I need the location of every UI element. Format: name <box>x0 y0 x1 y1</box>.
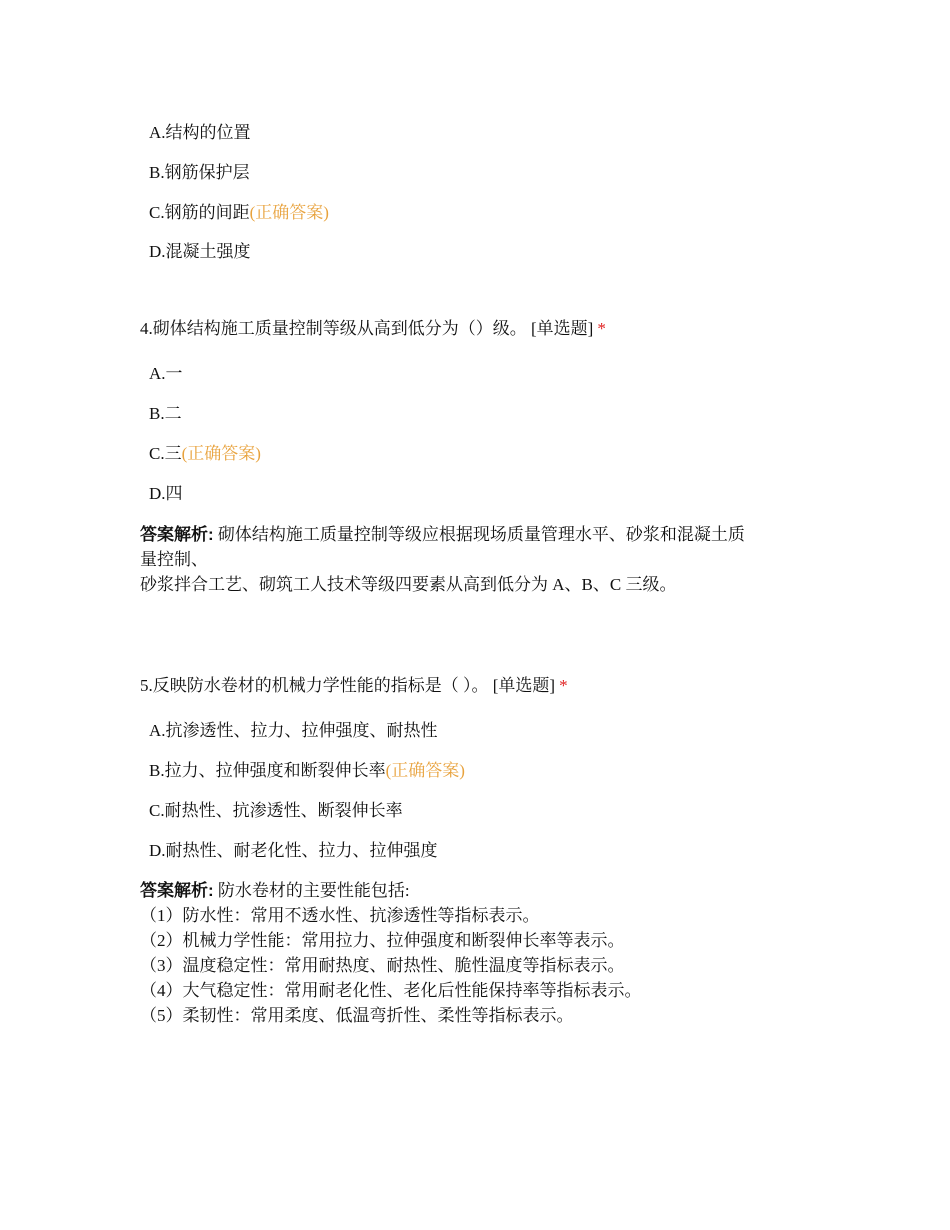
analysis-item-5: （5）柔韧性：常用柔度、低温弯折性、柔性等指标表示。 <box>140 1006 574 1025</box>
q4-analysis <box>140 522 830 597</box>
analysis-item-3: （3）温度稳定性：常用耐热度、耐热性、脆性温度等指标表示。 <box>140 956 625 975</box>
q5-option-c <box>149 800 403 822</box>
analysis-text: 砌体结构施工质量控制等级应根据现场质量管理水平、砂浆和混凝土质 <box>213 525 745 544</box>
option-text: C.钢筋的间距 <box>149 203 250 222</box>
analysis-label: 答案解析: <box>140 881 214 900</box>
q3-option-b <box>149 162 250 184</box>
q5-option-b <box>149 760 465 782</box>
option-text: A.一 <box>149 364 183 383</box>
option-text: A.抗渗透性、拉力、拉伸强度、耐热性 <box>149 721 438 740</box>
q5-title <box>140 675 568 697</box>
option-text: C.耐热性、抗渗透性、断裂伸长率 <box>149 801 403 820</box>
analysis-item-2: （2）机械力学性能：常用拉力、拉伸强度和断裂伸长率等表示。 <box>140 931 625 950</box>
question-text: 5.反映防水卷材的机械力学性能的指标是（ ）。 [单选题] <box>140 676 556 695</box>
analysis-line-1 <box>140 522 830 547</box>
q5-option-d <box>149 840 438 862</box>
q3-option-d <box>149 241 251 263</box>
analysis-line-2: 量控制、 <box>140 550 208 569</box>
option-text: B.钢筋保护层 <box>149 163 250 182</box>
option-text: D.四 <box>149 484 183 503</box>
correct-answer-tag: (正确答案) <box>385 761 465 780</box>
required-mark: * <box>597 319 606 338</box>
option-text: D.耐热性、耐老化性、拉力、拉伸强度 <box>149 841 438 860</box>
q5-option-a <box>149 720 438 742</box>
q3-option-c <box>149 202 329 224</box>
option-text: B.拉力、拉伸强度和断裂伸长率 <box>149 761 386 780</box>
q3-option-a <box>149 122 251 144</box>
analysis-item-1: （1）防水性：常用不透水性、抗渗透性等指标表示。 <box>140 906 540 925</box>
question-text: 4.砌体结构施工质量控制等级从高到低分为（）级。 [单选题] <box>140 319 594 338</box>
q4-option-c <box>149 443 261 465</box>
analysis-label: 答案解析: <box>140 525 214 544</box>
q5-analysis <box>140 878 830 1028</box>
option-text: B.二 <box>149 404 182 423</box>
q4-title <box>140 318 606 340</box>
required-mark: * <box>559 676 568 695</box>
analysis-line-3: 砂浆拌合工艺、砌筑工人技术等级四要素从高到低分为 A、B、C 三级。 <box>140 575 677 594</box>
option-text: A.结构的位置 <box>149 123 251 142</box>
q4-option-b <box>149 403 182 425</box>
q4-option-d <box>149 483 183 505</box>
correct-answer-tag: (正确答案) <box>249 203 329 222</box>
q4-option-a <box>149 363 183 385</box>
analysis-line-intro <box>140 878 830 903</box>
option-text: C.三 <box>149 444 182 463</box>
analysis-item-4: （4）大气稳定性：常用耐老化性、老化后性能保持率等指标表示。 <box>140 981 642 1000</box>
correct-answer-tag: (正确答案) <box>181 444 261 463</box>
analysis-text: 防水卷材的主要性能包括: <box>213 881 410 900</box>
option-text: D.混凝土强度 <box>149 242 251 261</box>
